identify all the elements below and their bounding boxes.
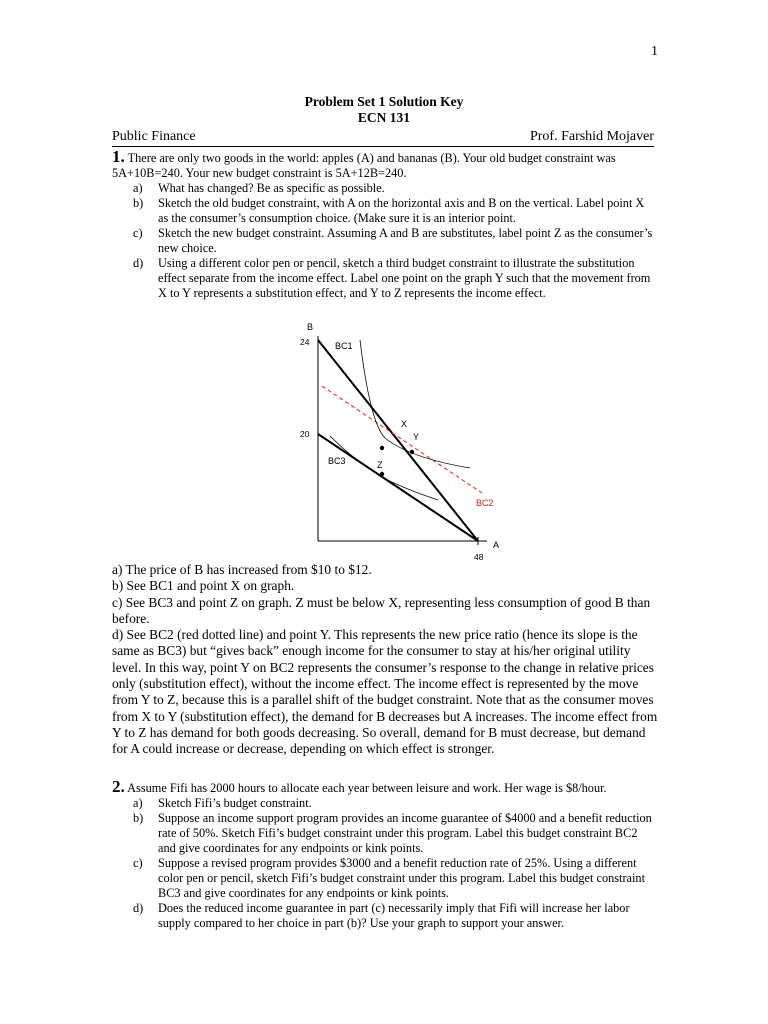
part-text: What has changed? Be as specific as possible. [158, 181, 385, 195]
part-item [112, 811, 657, 856]
question-text: There are only two goods in the world: apples (A) and bananas (B). Your old budget constraint was 5A+10B=240. Your new budget constraint is 5A+12B=240. [112, 151, 616, 180]
course-line: ECN 131 [357, 110, 411, 125]
part-label: a) [133, 181, 143, 195]
label-bc2: BC2 [476, 498, 494, 508]
part-text: Sketch the old budget constraint, with A on the horizontal axis and B on the vertical. Label point X as the consumer’s consumption choice. (Make sure it is an interior point. [158, 196, 645, 225]
label-x: X [401, 419, 408, 429]
part-text: Suppose an income support program provides an income guarantee of $4000 and a benefit reduction rate of 50%. Sketch Fifi’s budget constraint under this program. Label this budget constraint BC2 and give coordinates for any endpoints or kink points. [158, 811, 652, 855]
question-1-answers [112, 562, 660, 758]
indifference-curve-2 [330, 436, 438, 500]
question-1-intro [112, 149, 657, 181]
question-2-intro [112, 779, 657, 796]
part-text: Does the reduced income guarantee in part (c) necessarily imply that Fifi will increase her labor supply compared to her choice in part (b)? Use your graph to support your answer. [158, 901, 630, 930]
question-2 [112, 779, 657, 931]
bc3-line [318, 434, 478, 541]
label-y: Y [413, 432, 420, 442]
label-bc3: BC3 [328, 456, 346, 466]
budget-constraint-graph [290, 318, 520, 566]
part-label: c) [133, 856, 143, 870]
answer-paragraph: d) See BC2 (red dotted line) and point Y. This represents the new price ratio (hence its slope is the same as BC3) but “gives back” enough income for the consumer to stay at his/her original utility level. In this way, point Y on BC2 represents the consumer’s response to the change in relative prices only (substitution effect), without the income effect. The income effect is represented by the move from Y to Z, because this is a parallel shift of the budget constraint. Note that as the consumer moves from X to Y (substitution effect), the demand for B decreases but A increases. The income effect from Y to Z has demand for both goods decreasing. So overall, demand for B must decrease, but demand for A could increase or decrease, depending on which effect is stronger. [112, 627, 658, 757]
label-z: Z [377, 460, 383, 470]
question-number: 2. [112, 777, 125, 796]
point-y-dot [410, 450, 414, 454]
part-item [112, 181, 657, 196]
part-text: Sketch the new budget constraint. Assuming A and B are substitutes, label point Z as the consumer’s new choice. [158, 226, 653, 255]
part-item [112, 901, 657, 931]
part-label: b) [133, 811, 144, 825]
question-text: Assume Fifi has 2000 hours to allocate each year between leisure and work. Her wage is $8/hour. [127, 781, 607, 795]
point-x-dot [380, 446, 384, 450]
answer-paragraph: b) See BC1 and point X on graph. [112, 578, 295, 594]
indifference-curve-1 [360, 340, 470, 468]
part-item [112, 256, 657, 301]
part-text: Suppose a revised program provides $3000 and a benefit reduction rate of 25%. Using a different color pen or pencil, sketch Fifi’s budget constraint under this program. Label this budget constraint BC3 and give coordinates for any endpoints or kink points. [158, 856, 645, 900]
part-label: a) [133, 796, 143, 810]
label-bc1: BC1 [335, 341, 353, 351]
question-number: 1. [112, 147, 125, 166]
bc1-line [318, 340, 478, 541]
title-line: Problem Set 1 Solution Key [304, 94, 464, 109]
answer-paragraph: a) The price of B has increased from $10 to $12. [112, 562, 372, 577]
tick-label-20: 20 [300, 429, 310, 439]
part-text: Sketch Fifi’s budget constraint. [158, 796, 312, 810]
header-left: Public Finance [112, 129, 196, 144]
axis-label-a: A [493, 540, 500, 550]
header-right: Prof. Farshid Mojaver [529, 129, 654, 144]
part-label: b) [133, 196, 144, 210]
part-item [112, 196, 657, 226]
part-text: Using a different color pen or pencil, sketch a third budget constraint to illustrate the substitution effect separate from the income effect. Label one point on the graph Y such that the movement from X to Y represents a substitution effect, and Y to Z represents the income effect. [158, 256, 651, 300]
part-label: d) [133, 256, 144, 270]
part-label: c) [133, 226, 143, 240]
question-1 [112, 149, 657, 301]
page-number: 1 [651, 44, 658, 59]
part-label: d) [133, 901, 144, 915]
answer-paragraph: c) See BC3 and point Z on graph. Z must be below X, representing less consumption of good B than before. [112, 594, 651, 626]
bc2-line [322, 386, 482, 493]
question-2-parts [112, 796, 657, 931]
tick-label-24: 24 [300, 337, 310, 347]
document-title [0, 94, 768, 126]
part-item [112, 226, 657, 256]
tick-label-48: 48 [474, 552, 484, 562]
question-1-parts [112, 181, 657, 301]
part-item [112, 856, 657, 901]
axis-label-b: B [307, 322, 314, 332]
point-z-dot [380, 472, 384, 476]
header-row [112, 129, 654, 147]
part-item [112, 796, 657, 811]
